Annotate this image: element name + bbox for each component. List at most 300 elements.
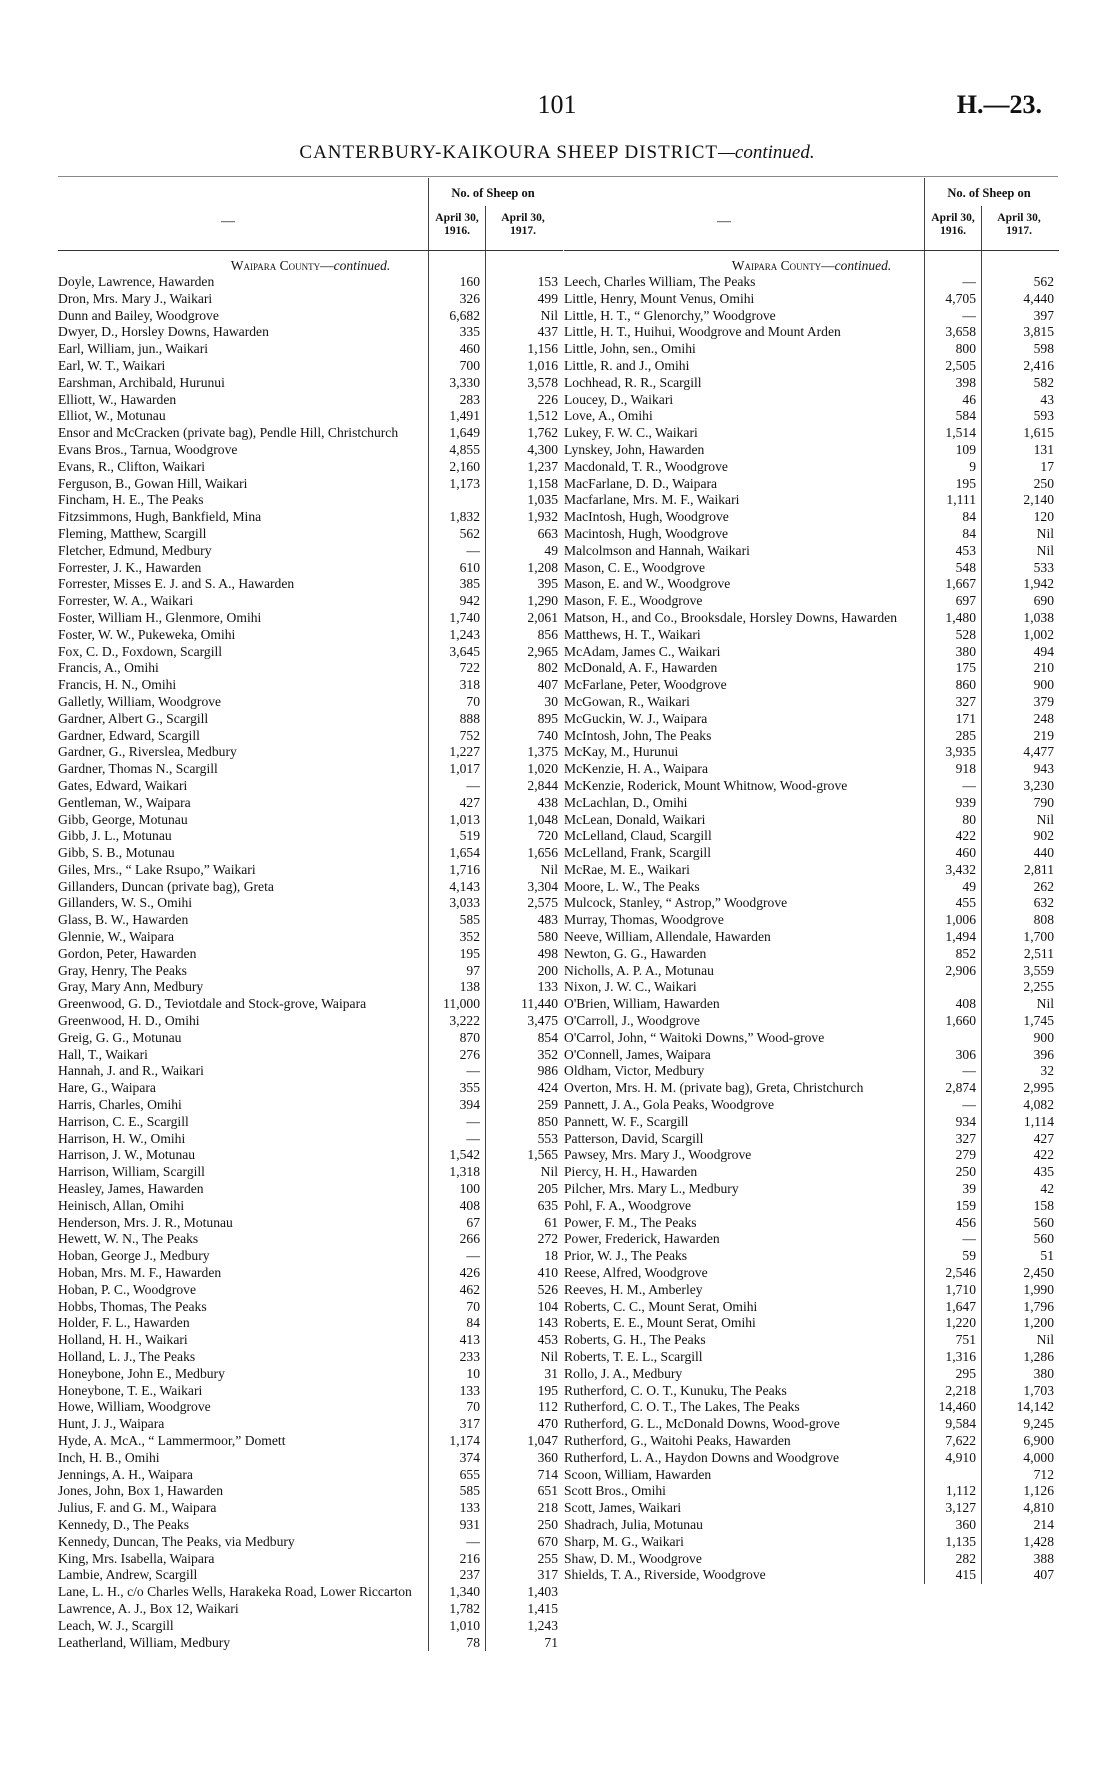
owner-name: McKenzie, H. A., Waipara: [564, 761, 708, 777]
sheep-1917: 1,762: [527, 425, 558, 441]
section-heading: [58, 257, 563, 274]
table-row: [564, 610, 1059, 627]
table-row: [58, 1047, 563, 1064]
table-row: [564, 442, 1059, 459]
sheep-1917: 42: [1040, 1181, 1054, 1197]
right-column: [564, 178, 1059, 1584]
owner-name: Jennings, A. H., Waipara: [58, 1466, 193, 1482]
sheep-1916: 84: [466, 1315, 480, 1331]
sheep-1917: 43: [1040, 391, 1054, 407]
sheep-1917: 18: [544, 1248, 558, 1264]
table-row: [58, 1467, 563, 1484]
owner-name: Leech, Charles William, The Peaks: [564, 274, 756, 289]
table-row: [564, 1416, 1059, 1433]
sheep-1917: 3,559: [1023, 962, 1054, 978]
owner-name: Harrison, J. W., Motunau: [58, 1147, 196, 1163]
sheep-1916: 3,033: [449, 895, 480, 911]
table-row: [58, 795, 563, 812]
sheep-1917: 4,440: [1023, 290, 1054, 306]
sheep-1916: 360: [955, 1516, 976, 1532]
owner-name: Little, H. T., “ Glenorchy,” Woodgrove: [564, 307, 776, 323]
owner-name: Rutherford, C. O. T., The Lakes, The Peaks: [564, 1399, 800, 1415]
table-row: [564, 711, 1059, 728]
owner-name: Power, F. M., The Peaks: [564, 1214, 697, 1230]
sheep-1916: 1,491: [449, 408, 480, 424]
sheep-1916: 84: [962, 509, 976, 525]
owner-name: Gibb, J. L., Motunau: [58, 828, 172, 844]
sheep-1916: —: [962, 777, 976, 793]
sheep-1917: 435: [1033, 1164, 1054, 1180]
header-group-label: No. of Sheep on: [947, 186, 1031, 200]
sheep-1916: 195: [955, 475, 976, 491]
table-row: [564, 895, 1059, 912]
sheep-1916: 4,855: [449, 441, 480, 457]
owner-name: Leach, W. J., Scargill: [58, 1617, 174, 1633]
sheep-1916: 408: [459, 1197, 480, 1213]
sheep-1917: 352: [537, 1046, 558, 1062]
owner-name: Elliot, W., Motunau: [58, 408, 166, 424]
owner-name: Dunn and Bailey, Woodgrove: [58, 307, 219, 323]
sheep-1916: 453: [955, 542, 976, 558]
owner-name: Mason, C. E., Woodgrove: [564, 559, 706, 575]
sheep-1917: 1,158: [527, 475, 558, 491]
table-row: [564, 1013, 1059, 1030]
table-row: [564, 408, 1059, 425]
sheep-1917: 11,440: [521, 996, 558, 1012]
sheep-1917: 1,038: [1023, 609, 1054, 625]
owner-name: Galletly, William, Woodgrove: [58, 693, 222, 709]
sheep-1916: 195: [459, 945, 480, 961]
sheep-1916: 585: [459, 1483, 480, 1499]
sheep-1917: 131: [1033, 441, 1054, 457]
sheep-1916: 1,647: [945, 1298, 976, 1314]
sheep-1916: 1,006: [945, 912, 976, 928]
sheep-1917: 1,290: [527, 593, 558, 609]
sheep-1916: 2,874: [945, 1080, 976, 1096]
sheep-1917: 31: [544, 1365, 558, 1381]
column-divider: [981, 251, 982, 1584]
sheep-1916: 1,494: [945, 929, 976, 945]
table-row: [564, 795, 1059, 812]
page-number: 101: [537, 90, 577, 119]
owner-name: Matson, H., and Co., Brooksdale, Horsley Downs, Hawarden: [564, 609, 897, 625]
sheep-1916: 84: [962, 525, 976, 541]
table-row: [58, 812, 563, 829]
table-row: [564, 1114, 1059, 1131]
owner-name: Reese, Alfred, Woodgrove: [564, 1265, 708, 1281]
sheep-1917: 226: [537, 391, 558, 407]
sheep-1916: 39: [962, 1181, 976, 1197]
sheep-1917: 714: [537, 1466, 558, 1482]
sheep-1917: 483: [537, 912, 558, 928]
sheep-1917: 2,995: [1023, 1080, 1054, 1096]
header-col-1916: April 30, 1916.: [435, 212, 479, 237]
sheep-1916: 1,654: [449, 845, 480, 861]
owner-name: Lambie, Andrew, Scargill: [58, 1567, 198, 1583]
sheep-1917: 1,208: [527, 559, 558, 575]
sheep-1916: 2,160: [449, 458, 480, 474]
owner-name: Little, John, sen., Omihi: [564, 341, 696, 357]
owner-name: Lukey, F. W. C., Waikari: [564, 425, 698, 441]
sheep-1917: Nil: [540, 1164, 558, 1180]
sheep-1917: 562: [1033, 274, 1054, 289]
owner-name: Pilcher, Mrs. Mary L., Medbury: [564, 1181, 739, 1197]
table-row: [564, 593, 1059, 610]
sheep-1916: 327: [955, 1130, 976, 1146]
sheep-1917: 4,082: [1023, 1097, 1054, 1113]
table-row: [564, 560, 1059, 577]
owner-name: Murray, Thomas, Woodgrove: [564, 912, 724, 928]
sheep-1916: [922, 1030, 979, 1047]
sheep-1917: 1,615: [1023, 425, 1054, 441]
sheep-1916: 2,546: [945, 1265, 976, 1281]
owner-name: Fox, C. D., Foxdown, Scargill: [58, 643, 223, 659]
sheep-1917: 902: [1033, 828, 1054, 844]
sheep-1917: 395: [537, 576, 558, 592]
sheep-1916: 800: [955, 341, 976, 357]
table-row: [58, 828, 563, 845]
sheep-1916: 4,143: [449, 878, 480, 894]
owner-name: Howe, William, Woodgrove: [58, 1399, 211, 1415]
owner-name: Hyde, A. McA., “ Lammermoor,” Domett: [58, 1432, 286, 1448]
sheep-1917: 1,375: [527, 744, 558, 760]
table-row: [564, 963, 1059, 980]
owner-name: Gentleman, W., Waipara: [58, 794, 191, 810]
sheep-1916: 250: [955, 1164, 976, 1180]
left-table-header: [58, 178, 563, 251]
sheep-1917: 740: [537, 727, 558, 743]
right-table-header: [564, 178, 1059, 251]
owner-name: Gardner, G., Riverslea, Medbury: [58, 744, 237, 760]
table-row: [564, 744, 1059, 761]
table-row: [58, 1282, 563, 1299]
owner-name: Gates, Edward, Waikari: [58, 777, 188, 793]
sheep-1917: Nil: [1036, 996, 1054, 1012]
sheep-1916: 2,218: [945, 1382, 976, 1398]
sheep-1917: 895: [537, 710, 558, 726]
table-row: [58, 476, 563, 493]
table-row: [564, 879, 1059, 896]
owner-name: Patterson, David, Scargill: [564, 1130, 704, 1146]
owner-name: Evans Bros., Tarnua, Woodgrove: [58, 441, 238, 457]
sheep-1916: 1,174: [449, 1432, 480, 1448]
table-row: [564, 1332, 1059, 1349]
sheep-1916: 14,460: [938, 1399, 976, 1415]
sheep-1917: 440: [1033, 845, 1054, 861]
sheep-1916: 70: [466, 693, 480, 709]
sheep-1916: 1,480: [945, 609, 976, 625]
sheep-1916: 216: [459, 1550, 480, 1566]
table-row: [58, 1551, 563, 1568]
sheep-1916: 931: [459, 1516, 480, 1532]
owner-name: Gillanders, W. S., Omihi: [58, 895, 193, 911]
table-row: [58, 694, 563, 711]
sheep-1916: 939: [955, 794, 976, 810]
sheep-1917: 104: [537, 1298, 558, 1314]
sheep-1916: 283: [459, 391, 480, 407]
sheep-1916: 751: [955, 1332, 976, 1348]
sheep-1917: 437: [537, 324, 558, 340]
table-row: [58, 895, 563, 912]
owner-name: Honeybone, T. E., Waikari: [58, 1382, 203, 1398]
table-row: [58, 442, 563, 459]
sheep-1917: 6,900: [1023, 1432, 1054, 1448]
table-row: [58, 1450, 563, 1467]
sheep-1916: 138: [459, 979, 480, 995]
sheep-1916: 1,316: [945, 1349, 976, 1364]
table-row: [564, 375, 1059, 392]
sheep-1917: Nil: [1036, 811, 1054, 827]
owner-name: Doyle, Lawrence, Hawarden: [58, 274, 215, 289]
sheep-1916: 3,432: [945, 861, 976, 877]
table-row: [58, 1063, 563, 1080]
table-row: [564, 1097, 1059, 1114]
table-row: [564, 1231, 1059, 1248]
owner-name: MacIntosh, Hugh, Woodgrove: [564, 509, 729, 525]
owner-name: Matthews, H. T., Waikari: [564, 626, 701, 642]
table-row: [58, 1080, 563, 1097]
owner-name: Hare, G., Waipara: [58, 1080, 156, 1096]
sheep-1917: 1,415: [527, 1600, 558, 1616]
sheep-1917: 388: [1033, 1550, 1054, 1566]
table-row: [564, 862, 1059, 879]
owner-name: MacFarlane, D. D., Waipara: [564, 475, 718, 491]
owner-name: Love, A., Omihi: [564, 408, 653, 424]
sheep-1916: 78: [466, 1634, 480, 1650]
sheep-1917: 158: [1033, 1197, 1054, 1213]
owner-name: Macfarlane, Mrs. M. F., Waikari: [564, 492, 740, 508]
sheep-1916: —: [466, 1113, 480, 1129]
owner-name: Pannett, J. A., Gola Peaks, Woodgrove: [564, 1097, 775, 1113]
table-row: [564, 1315, 1059, 1332]
section-title: Waipara County—: [731, 258, 835, 273]
table-row: [58, 509, 563, 526]
section-continued: continued.: [333, 258, 391, 273]
sheep-1916: 1,667: [945, 576, 976, 592]
sheep-1916: 46: [962, 391, 976, 407]
table-row: [564, 1450, 1059, 1467]
sheep-1916: 860: [955, 677, 976, 693]
owner-name: McGowan, R., Waikari: [564, 693, 690, 709]
sheep-1917: 153: [537, 274, 558, 289]
sheep-1917: 553: [537, 1130, 558, 1146]
owner-name: Oldham, Victor, Medbury: [564, 1063, 705, 1079]
owner-name: Forrester, W. A., Waikari: [58, 593, 194, 609]
sheep-1916: 460: [459, 341, 480, 357]
sheep-1917: 2,061: [527, 609, 558, 625]
table-row: [564, 1181, 1059, 1198]
owner-name: Scoon, William, Hawarden: [564, 1466, 712, 1482]
table-row: [58, 1618, 563, 1635]
table-row: [564, 979, 1059, 996]
owner-name: Lane, L. H., c/o Charles Wells, Harakeka Road, Lower Riccarton: [58, 1584, 412, 1600]
table-row: [564, 660, 1059, 677]
owner-name: Hewett, W. N., The Peaks: [58, 1231, 199, 1247]
table-row: [564, 1248, 1059, 1265]
table-row: [564, 1551, 1059, 1568]
sheep-1917: 526: [537, 1281, 558, 1297]
owner-name: Earl, William, jun., Waikari: [58, 341, 208, 357]
sheep-1916: 394: [459, 1097, 480, 1113]
sheep-1917: 943: [1033, 761, 1054, 777]
sheep-1917: 850: [537, 1113, 558, 1129]
sheep-1916: 295: [955, 1365, 976, 1381]
sheep-1916: 6,682: [449, 307, 480, 323]
owner-name: Fleming, Matthew, Scargill: [58, 525, 207, 541]
sheep-1917: 720: [537, 828, 558, 844]
owner-name: Julius, F. and G. M., Waipara: [58, 1500, 217, 1516]
sheep-1917: 4,810: [1023, 1500, 1054, 1516]
sheep-1917: 1,126: [1023, 1483, 1054, 1499]
table-row: [58, 560, 563, 577]
owner-name: Leatherland, William, Medbury: [58, 1634, 231, 1650]
owner-name: Moore, L. W., The Peaks: [564, 878, 700, 894]
table-row: [58, 778, 563, 795]
sheep-1916: 2,906: [945, 962, 976, 978]
sheep-1916: 352: [459, 929, 480, 945]
sheep-1916: —: [466, 1533, 480, 1549]
sheep-1916: 422: [955, 828, 976, 844]
table-row: [564, 1080, 1059, 1097]
sheep-1917: 2,450: [1023, 1265, 1054, 1281]
owner-name: Macdonald, T. R., Woodgrove: [564, 458, 728, 474]
sheep-1916: 519: [459, 828, 480, 844]
sheep-1917: 9,245: [1023, 1416, 1054, 1432]
owner-name: Greenwood, G. D., Teviotdale and Stock-grove, Waipara: [58, 996, 367, 1012]
owner-name: Fletcher, Edmund, Medbury: [58, 542, 212, 558]
sheep-1917: 424: [537, 1080, 558, 1096]
sheep-1917: 670: [537, 1533, 558, 1549]
sheep-1916: 9: [969, 458, 976, 474]
table-row: [564, 1047, 1059, 1064]
sheep-1917: 30: [544, 693, 558, 709]
sheep-1916: 655: [459, 1466, 480, 1482]
owner-name: Inch, H. B., Omihi: [58, 1449, 160, 1465]
sheep-1916: 1,227: [449, 744, 480, 760]
sheep-1917: 1,656: [527, 845, 558, 861]
owner-name: Gibb, S. B., Motunau: [58, 845, 175, 861]
sheep-1916: 285: [955, 727, 976, 743]
left-table-body: [58, 251, 563, 1651]
table-row: [564, 543, 1059, 560]
table-row: [564, 1467, 1059, 1484]
table-row: [564, 1433, 1059, 1450]
owner-name: McLelland, Claud, Scargill: [564, 828, 712, 844]
owner-name: Macintosh, Hugh, Woodgrove: [564, 525, 729, 541]
owner-name: McGuckin, W. J., Waipara: [564, 710, 708, 726]
sheep-1917: 1,512: [527, 408, 558, 424]
table-row: [564, 1534, 1059, 1551]
owner-name: Gardner, Edward, Scargill: [58, 727, 200, 743]
sheep-1916: 1,514: [945, 425, 976, 441]
table-row: [564, 1147, 1059, 1164]
sheep-1917: 396: [1033, 1046, 1054, 1062]
sheep-1917: 397: [1033, 307, 1054, 323]
table-row: [58, 1164, 563, 1181]
owner-name: Gray, Mary Ann, Medbury: [58, 979, 204, 995]
table-row: [58, 408, 563, 425]
sheep-1917: 219: [1033, 727, 1054, 743]
table-row: [564, 526, 1059, 543]
sheep-1917: 200: [537, 962, 558, 978]
sheep-1916: 355: [459, 1080, 480, 1096]
table-row: [564, 1383, 1059, 1400]
sheep-1917: 49: [544, 542, 558, 558]
sheep-1916: 585: [459, 912, 480, 928]
owner-name: Honeybone, John E., Medbury: [58, 1365, 225, 1381]
sheep-1917: 690: [1033, 593, 1054, 609]
sheep-1916: 306: [955, 1046, 976, 1062]
sheep-1917: 598: [1033, 341, 1054, 357]
table-row: [564, 341, 1059, 358]
table-row: [564, 1282, 1059, 1299]
sheep-1916: —: [466, 777, 480, 793]
table-row: [58, 660, 563, 677]
sheep-1917: 218: [537, 1500, 558, 1516]
owner-name: Greenwood, H. D., Omihi: [58, 1013, 200, 1029]
table-row: [58, 1114, 563, 1131]
owner-name: McLean, Donald, Waikari: [564, 811, 706, 827]
sheep-1916: 326: [459, 290, 480, 306]
header-divider: [981, 206, 982, 250]
table-row: [564, 1299, 1059, 1316]
owner-name: Giles, Mrs., “ Lake Rsupo,” Waikari: [58, 861, 256, 877]
owner-name: Pohl, F. A., Woodgrove: [564, 1197, 692, 1213]
sheep-1916: 413: [459, 1332, 480, 1348]
sheep-1917: 986: [537, 1063, 558, 1079]
owner-name: Mason, E. and W., Woodgrove: [564, 576, 731, 592]
sheep-1916: 11,000: [443, 996, 480, 1012]
sheep-1917: 635: [537, 1197, 558, 1213]
owner-name: Gardner, Thomas N., Scargill: [58, 761, 218, 777]
owner-name: Kennedy, D., The Peaks: [58, 1516, 189, 1532]
sheep-1916: 3,222: [449, 1013, 480, 1029]
owner-name: Forrester, J. K., Hawarden: [58, 559, 202, 575]
table-row: [58, 1517, 563, 1534]
sheep-1917: 1,200: [1023, 1315, 1054, 1331]
sheep-1916: 385: [459, 576, 480, 592]
owner-name: McKay, M., Hurunui: [564, 744, 679, 760]
sheep-1917: 143: [537, 1315, 558, 1331]
sheep-1916: 462: [459, 1281, 480, 1297]
sheep-1916: 49: [962, 878, 976, 894]
sheep-1917: 120: [1033, 509, 1054, 525]
top-rule: [58, 176, 1058, 177]
sheep-1916: 697: [955, 593, 976, 609]
sheep-1917: 1,286: [1023, 1349, 1054, 1364]
table-row: [58, 627, 563, 644]
table-row: [58, 1147, 563, 1164]
sheep-1917: 593: [1033, 408, 1054, 424]
sheep-1916: 852: [955, 945, 976, 961]
owner-name: Ferguson, B., Gowan Hill, Waikari: [58, 475, 248, 491]
owner-name: Elliott, W., Hawarden: [58, 391, 177, 407]
table-row: [58, 274, 563, 291]
owner-name: Foster, W. W., Pukeweka, Omihi: [58, 626, 236, 642]
owner-name: Earshman, Archibald, Hurunui: [58, 374, 225, 390]
owner-name: Earl, W. T., Waikari: [58, 357, 166, 373]
column-divider: [485, 251, 486, 1651]
sheep-1917: 248: [1033, 710, 1054, 726]
table-row: [564, 1500, 1059, 1517]
owner-name: Reeves, H. M., Amberley: [564, 1281, 703, 1297]
table-row: [58, 1635, 563, 1652]
owner-name: McLachlan, D., Omihi: [564, 794, 688, 810]
table-row: [58, 1299, 563, 1316]
header-divider: [924, 178, 925, 250]
sheep-1916: 3,658: [945, 324, 976, 340]
sheep-1916: 455: [955, 895, 976, 911]
